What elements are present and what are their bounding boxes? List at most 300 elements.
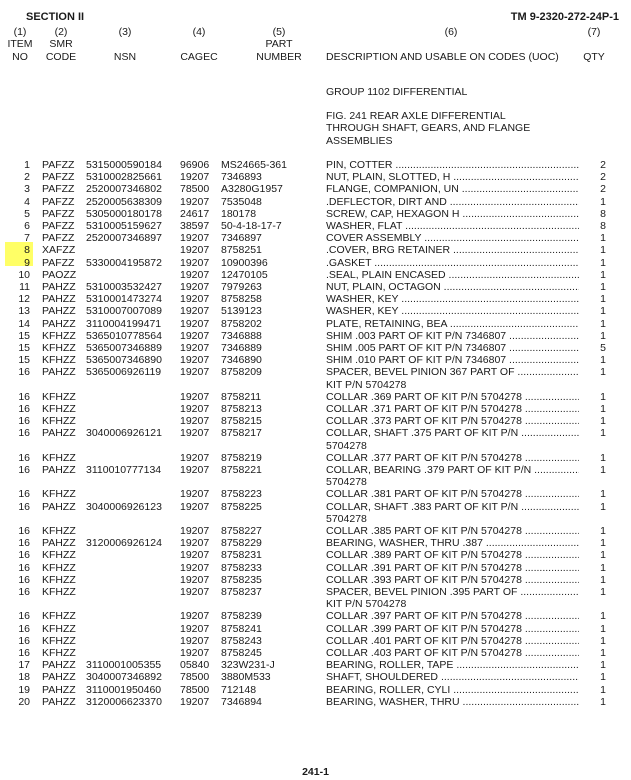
cagec: 19207 xyxy=(180,329,210,342)
figure-title-line-3: ASSEMBLIES xyxy=(326,135,393,147)
part-number: 7346894 xyxy=(221,695,262,708)
smr-code: KFHZZ xyxy=(42,549,76,562)
cagec: 19207 xyxy=(180,281,210,293)
part-number: 7979263 xyxy=(221,281,262,293)
item-number: 16 xyxy=(18,573,30,586)
quantity: 1 xyxy=(600,305,606,318)
part-number: 180178 xyxy=(221,207,257,220)
part-number: 3880M533 xyxy=(221,671,271,684)
nsn: 5365006926119 xyxy=(86,366,162,379)
description: BEARING, WASHER, THRU ..... xyxy=(326,696,579,708)
quantity: 1 xyxy=(600,195,606,208)
nsn: 5365010778564 xyxy=(86,329,162,342)
cagec: 19207 xyxy=(180,488,210,501)
item-number: 17 xyxy=(18,659,30,672)
description: .SEAL, PLAIN ENCASED ..... xyxy=(326,269,579,281)
nsn: 5315000590184 xyxy=(86,159,162,171)
quantity: 1 xyxy=(600,366,606,379)
quantity: 1 xyxy=(600,683,606,696)
table-row xyxy=(0,488,631,500)
part-number: 7346893 xyxy=(221,171,262,184)
col-smr-label-2: CODE xyxy=(45,51,77,63)
quantity: 1 xyxy=(600,354,606,367)
cagec: 19207 xyxy=(180,256,210,269)
item-number: 16 xyxy=(18,427,30,440)
part-number: A3280G1957 xyxy=(221,183,283,196)
description-continuation: 5704278 xyxy=(326,476,367,489)
cagec: 19207 xyxy=(180,195,210,208)
section-title: SECTION II xyxy=(26,11,85,23)
quantity: 1 xyxy=(600,329,606,342)
part-number: 8758223 xyxy=(221,488,262,501)
part-number: 10900396 xyxy=(221,256,268,269)
quantity: 2 xyxy=(600,159,606,171)
smr-code: KFHZZ xyxy=(42,586,76,598)
smr-code: PAHZZ xyxy=(42,500,76,513)
table-row xyxy=(0,696,631,708)
smr-code: KFHZZ xyxy=(42,634,76,647)
cagec: 19207 xyxy=(180,525,210,537)
part-number: 8758209 xyxy=(221,366,262,379)
smr-code: PAFZZ xyxy=(42,220,75,232)
item-number: 16 xyxy=(18,525,30,537)
cagec: 19207 xyxy=(180,561,210,574)
figure-title-line-2: THROUGH SHAFT, GEARS, AND FLANGE xyxy=(326,122,531,134)
description-continuation: 5704278 xyxy=(326,439,367,452)
table-row-continuation xyxy=(0,379,631,391)
nsn: 5365007346889 xyxy=(86,342,162,354)
nsn: 5310002825661 xyxy=(86,171,162,184)
item-number: 5 xyxy=(24,207,30,220)
nsn: 3110010777134 xyxy=(86,464,162,476)
part-number: 8758215 xyxy=(221,415,262,428)
col-smr-label: SMR xyxy=(49,38,73,50)
part-number: 50-4-18-17-7 xyxy=(221,220,282,232)
table-row xyxy=(0,464,631,476)
cagec: 19207 xyxy=(180,586,210,598)
table-row xyxy=(0,171,631,183)
description-continuation: 5704278 xyxy=(326,512,367,525)
quantity: 1 xyxy=(600,256,606,269)
cagec: 78500 xyxy=(180,183,210,196)
cagec: 19207 xyxy=(180,244,210,257)
part-number: 8758221 xyxy=(221,464,262,476)
quantity: 1 xyxy=(600,293,606,306)
cagec: 19207 xyxy=(180,354,210,367)
quantity: 1 xyxy=(600,268,606,281)
cagec: 19207 xyxy=(180,500,210,513)
col-qty-number: (7) xyxy=(587,26,601,38)
table-row xyxy=(0,257,631,269)
smr-code: KFHZZ xyxy=(42,647,76,659)
description: COLLAR .401 PART OF KIT P/N 5704278 ..... xyxy=(326,635,579,647)
item-number: 3 xyxy=(24,183,30,196)
description: SHIM .005 PART OF KIT P/N 7346807 ..... xyxy=(326,342,579,354)
item-number: 16 xyxy=(18,622,30,635)
table-row xyxy=(0,318,631,330)
cagec: 19207 xyxy=(180,464,210,476)
smr-code: KFHZZ xyxy=(42,329,76,342)
item-number: 16 xyxy=(18,451,30,464)
nsn: 5310001473274 xyxy=(86,293,162,306)
description: COLLAR .385 PART OF KIT P/N 5704278 ..... xyxy=(326,525,579,537)
table-row xyxy=(0,610,631,622)
nsn: 5310003532427 xyxy=(86,281,162,293)
item-number: 16 xyxy=(18,586,30,598)
table-row xyxy=(0,366,631,378)
nsn: 3040006926123 xyxy=(86,500,162,513)
item-number: 13 xyxy=(18,305,30,318)
smr-code: PAFZZ xyxy=(42,207,75,220)
cagec: 19207 xyxy=(180,634,210,647)
quantity: 1 xyxy=(600,451,606,464)
description: COVER ASSEMBLY ..... xyxy=(326,232,579,244)
cagec: 19207 xyxy=(180,415,210,428)
part-number: 8758227 xyxy=(221,525,262,537)
item-number: 16 xyxy=(18,561,30,574)
item-number: 16 xyxy=(18,500,30,513)
col-qty-label: QTY xyxy=(583,51,605,63)
quantity: 8 xyxy=(600,220,606,232)
nsn: 2520007346802 xyxy=(86,183,162,196)
table-row xyxy=(0,452,631,464)
quantity: 1 xyxy=(600,647,606,659)
item-number: 16 xyxy=(18,488,30,501)
figure-title-line-1: FIG. 241 REAR AXLE DIFFERENTIAL xyxy=(326,110,506,122)
quantity: 5 xyxy=(600,342,606,354)
description: COLLAR .393 PART OF KIT P/N 5704278 ..... xyxy=(326,574,579,586)
smr-code: PAHZZ xyxy=(42,427,76,440)
smr-code: PAHZZ xyxy=(42,671,76,684)
description: SHIM .003 PART OF KIT P/N 7346807 ..... xyxy=(326,330,579,342)
nsn: 3110001005355 xyxy=(86,659,162,672)
quantity: 1 xyxy=(600,671,606,684)
description: PLATE, RETAINING, BEA ..... xyxy=(326,318,579,330)
cagec: 19207 xyxy=(180,451,210,464)
nsn: 5310007007089 xyxy=(86,305,162,318)
table-row xyxy=(0,269,631,281)
smr-code: KFHZZ xyxy=(42,354,76,367)
description: COLLAR .399 PART OF KIT P/N 5704278 ..... xyxy=(326,623,579,635)
smr-code: KFHZZ xyxy=(42,403,76,415)
description: BEARING, ROLLER, TAPE ..... xyxy=(326,659,579,671)
quantity: 1 xyxy=(600,561,606,574)
part-number: 8758229 xyxy=(221,537,262,550)
description: COLLAR, SHAFT .375 PART OF KIT P/N ..... xyxy=(326,427,579,439)
cagec: 19207 xyxy=(180,293,210,306)
item-number: 16 xyxy=(18,549,30,562)
quantity: 1 xyxy=(600,634,606,647)
smr-code: PAHZZ xyxy=(42,659,76,672)
cagec: 19207 xyxy=(180,610,210,623)
description: .DEFLECTOR, DIRT AND ..... xyxy=(326,196,579,208)
description: NUT, PLAIN, SLOTTED, H ..... xyxy=(326,171,579,183)
quantity: 1 xyxy=(600,659,606,672)
table-row-continuation xyxy=(0,476,631,488)
item-number: 4 xyxy=(24,195,30,208)
smr-code: KFHZZ xyxy=(42,390,76,403)
item-number: 12 xyxy=(18,293,30,306)
description: SHIM .010 PART OF KIT P/N 7346807 ..... xyxy=(326,354,579,366)
nsn: 5365007346890 xyxy=(86,354,162,367)
part-number: 8758237 xyxy=(221,586,262,598)
item-number: 15 xyxy=(18,329,30,342)
table-row xyxy=(0,623,631,635)
item-number: 16 xyxy=(18,366,30,379)
description: FLANGE, COMPANION, UN ..... xyxy=(326,183,579,195)
table-row xyxy=(0,305,631,317)
table-row xyxy=(0,671,631,683)
item-number: 16 xyxy=(18,634,30,647)
quantity: 8 xyxy=(600,207,606,220)
description: SHAFT, SHOULDERED ..... xyxy=(326,671,579,683)
smr-code: KFHZZ xyxy=(42,451,76,464)
smr-code: KFHZZ xyxy=(42,622,76,635)
smr-code: PAFZZ xyxy=(42,183,75,196)
quantity: 1 xyxy=(600,610,606,623)
smr-code: PAHZZ xyxy=(42,464,76,476)
part-number: 712148 xyxy=(221,683,257,696)
item-number: 16 xyxy=(18,415,30,428)
description: COLLAR .371 PART OF KIT P/N 5704278 ..... xyxy=(326,403,579,415)
cagec: 38597 xyxy=(180,220,210,232)
description: COLLAR .403 PART OF KIT P/N 5704278 ..... xyxy=(326,647,579,659)
part-number: 8758251 xyxy=(221,244,262,257)
cagec: 19207 xyxy=(180,427,210,440)
nsn: 3040006926121 xyxy=(86,427,162,440)
part-number: 8758219 xyxy=(221,451,262,464)
part-number: 7346889 xyxy=(221,342,262,354)
item-number: 19 xyxy=(18,683,30,696)
cagec: 19207 xyxy=(180,317,210,330)
part-number: 8758258 xyxy=(221,293,262,306)
table-row xyxy=(0,391,631,403)
description: COLLAR .373 PART OF KIT P/N 5704278 ..... xyxy=(326,415,579,427)
table-row xyxy=(0,537,631,549)
col-item-number: (1) xyxy=(13,26,27,38)
quantity: 1 xyxy=(600,488,606,501)
smr-code: KFHZZ xyxy=(42,342,76,354)
quantity: 1 xyxy=(600,537,606,550)
nsn: 5310005159627 xyxy=(86,220,162,232)
nsn: 2520005638309 xyxy=(86,195,162,208)
table-row xyxy=(0,427,631,439)
description: WASHER, KEY ..... xyxy=(326,305,579,317)
quantity: 1 xyxy=(600,622,606,635)
quantity: 2 xyxy=(600,171,606,184)
part-number: 12470105 xyxy=(221,268,268,281)
description: .GASKET ..... xyxy=(326,257,579,269)
description: WASHER, FLAT ..... xyxy=(326,220,579,232)
description: COLLAR .389 PART OF KIT P/N 5704278 ..... xyxy=(326,549,579,561)
description: PIN, COTTER ..... xyxy=(326,159,579,171)
table-row xyxy=(0,501,631,513)
col-part-label-2: NUMBER xyxy=(256,51,302,63)
smr-code: PAOZZ xyxy=(42,268,77,281)
description: NUT, PLAIN, OCTAGON ..... xyxy=(326,281,579,293)
description: SPACER, BEVEL PINION 367 PART OF ..... xyxy=(326,366,579,378)
quantity: 1 xyxy=(600,695,606,708)
table-row xyxy=(0,647,631,659)
col-part-number: (5) xyxy=(272,26,286,38)
smr-code: PAHZZ xyxy=(42,293,76,306)
part-number: 8758231 xyxy=(221,549,262,562)
table-row xyxy=(0,659,631,671)
col-smr-number: (2) xyxy=(54,26,68,38)
description: COLLAR .377 PART OF KIT P/N 5704278 ..... xyxy=(326,452,579,464)
smr-code: KFHZZ xyxy=(42,561,76,574)
nsn: 5305000180178 xyxy=(86,207,162,220)
quantity: 1 xyxy=(600,415,606,428)
description: WASHER, KEY ..... xyxy=(326,293,579,305)
smr-code: PAHZZ xyxy=(42,366,76,379)
col-desc-label: DESCRIPTION AND USABLE ON CODES (UOC) xyxy=(326,51,559,63)
description: .COVER, BRG RETAINER ..... xyxy=(326,244,579,256)
smr-code: KFHZZ xyxy=(42,573,76,586)
page-number: 241-1 xyxy=(302,766,329,778)
cagec: 19207 xyxy=(180,171,210,184)
nsn: 3120006623370 xyxy=(86,695,162,708)
table-row xyxy=(0,330,631,342)
tm-number: TM 9-2320-272-24P-1 xyxy=(510,11,619,23)
part-number: 7346890 xyxy=(221,354,262,367)
part-number: 8758241 xyxy=(221,622,262,635)
table-row xyxy=(0,586,631,598)
nsn: 3110004199471 xyxy=(86,317,162,330)
quantity: 1 xyxy=(600,232,606,245)
cagec: 78500 xyxy=(180,671,210,684)
quantity: 1 xyxy=(600,317,606,330)
cagec: 96906 xyxy=(180,159,210,171)
description: SPACER, BEVEL PINION .395 PART OF ..... xyxy=(326,586,579,598)
item-number: 16 xyxy=(18,390,30,403)
smr-code: PAHZZ xyxy=(42,317,76,330)
quantity: 1 xyxy=(600,390,606,403)
quantity: 1 xyxy=(600,525,606,537)
quantity: 1 xyxy=(600,403,606,415)
description: COLLAR .381 PART OF KIT P/N 5704278 ..... xyxy=(326,488,579,500)
part-number: 323W231-J xyxy=(221,659,275,672)
smr-code: KFHZZ xyxy=(42,610,76,623)
cagec: 19207 xyxy=(180,622,210,635)
table-row xyxy=(0,220,631,232)
col-cagec-label: CAGEC xyxy=(180,51,218,63)
part-number: 8758243 xyxy=(221,634,262,647)
nsn: 3040007346892 xyxy=(86,671,162,684)
quantity: 1 xyxy=(600,549,606,562)
item-number: 7 xyxy=(24,232,30,245)
description: COLLAR, BEARING .379 PART OF KIT P/N ..... xyxy=(326,464,579,476)
cagec: 19207 xyxy=(180,366,210,379)
table-row xyxy=(0,342,631,354)
table-row xyxy=(0,684,631,696)
col-desc-number: (6) xyxy=(444,26,458,38)
table-row-continuation xyxy=(0,440,631,452)
cagec: 19207 xyxy=(180,268,210,281)
description: COLLAR .391 PART OF KIT P/N 5704278 ..... xyxy=(326,562,579,574)
cagec: 19207 xyxy=(180,232,210,245)
item-number: 6 xyxy=(24,220,30,232)
table-row xyxy=(0,549,631,561)
item-number: 20 xyxy=(18,695,30,708)
col-nsn-number: (3) xyxy=(118,26,132,38)
description: BEARING, ROLLER, CYLI ..... xyxy=(326,684,579,696)
cagec: 19207 xyxy=(180,403,210,415)
item-number: 8 xyxy=(24,244,30,257)
table-row xyxy=(0,183,631,195)
smr-code: KFHZZ xyxy=(42,488,76,501)
quantity: 1 xyxy=(600,427,606,440)
smr-code: PAHZZ xyxy=(42,695,76,708)
nsn: 5330004195872 xyxy=(86,256,162,269)
smr-code: PAFZZ xyxy=(42,232,75,245)
part-number: 8758202 xyxy=(221,317,262,330)
group-title: GROUP 1102 DIFFERENTIAL xyxy=(326,86,468,98)
smr-code: KFHZZ xyxy=(42,525,76,537)
item-number: 15 xyxy=(18,354,30,367)
table-row-continuation xyxy=(0,598,631,610)
table-row xyxy=(0,293,631,305)
part-number: 8758213 xyxy=(221,403,262,415)
description-continuation: KIT P/N 5704278 xyxy=(326,378,407,391)
description: COLLAR .369 PART OF KIT P/N 5704278 ..... xyxy=(326,391,579,403)
cagec: 19207 xyxy=(180,537,210,550)
part-number: 8758233 xyxy=(221,561,262,574)
cagec: 19207 xyxy=(180,695,210,708)
smr-code: XAFZZ xyxy=(42,244,76,257)
smr-code: KFHZZ xyxy=(42,415,76,428)
table-row xyxy=(0,525,631,537)
part-number: MS24665-361 xyxy=(221,159,287,171)
cagec: 24617 xyxy=(180,207,210,220)
cagec: 19207 xyxy=(180,549,210,562)
part-number: 7535048 xyxy=(221,195,262,208)
part-number: 8758211 xyxy=(221,390,262,403)
nsn: 3110001950460 xyxy=(86,683,162,696)
quantity: 1 xyxy=(600,464,606,476)
nsn: 3120006926124 xyxy=(86,537,162,550)
quantity: 1 xyxy=(600,500,606,513)
table-row xyxy=(0,244,631,256)
table-row-continuation xyxy=(0,513,631,525)
part-number: 8758217 xyxy=(221,427,262,440)
item-number: 14 xyxy=(18,317,30,330)
cagec: 78500 xyxy=(180,683,210,696)
smr-code: PAFZZ xyxy=(42,195,75,208)
description: COLLAR .397 PART OF KIT P/N 5704278 ..... xyxy=(326,610,579,622)
col-part-label: PART xyxy=(265,38,293,50)
smr-code: PAHZZ xyxy=(42,683,76,696)
table-row xyxy=(0,562,631,574)
part-number: 8758245 xyxy=(221,647,262,659)
description: BEARING, WASHER, THRU .387 ..... xyxy=(326,537,579,549)
col-item-label: ITEM xyxy=(7,38,33,50)
smr-code: PAFZZ xyxy=(42,159,75,171)
item-number: 16 xyxy=(18,403,30,415)
table-row xyxy=(0,354,631,366)
smr-code: PAFZZ xyxy=(42,171,75,184)
table-row xyxy=(0,196,631,208)
smr-code: PAFZZ xyxy=(42,256,75,269)
table-row xyxy=(0,574,631,586)
table-row xyxy=(0,415,631,427)
smr-code: PAHZZ xyxy=(42,305,76,318)
quantity: 1 xyxy=(600,244,606,257)
part-number: 8758235 xyxy=(221,573,262,586)
cagec: 19207 xyxy=(180,647,210,659)
table-row xyxy=(0,232,631,244)
description: COLLAR, SHAFT .383 PART OF KIT P/N ..... xyxy=(326,501,579,513)
